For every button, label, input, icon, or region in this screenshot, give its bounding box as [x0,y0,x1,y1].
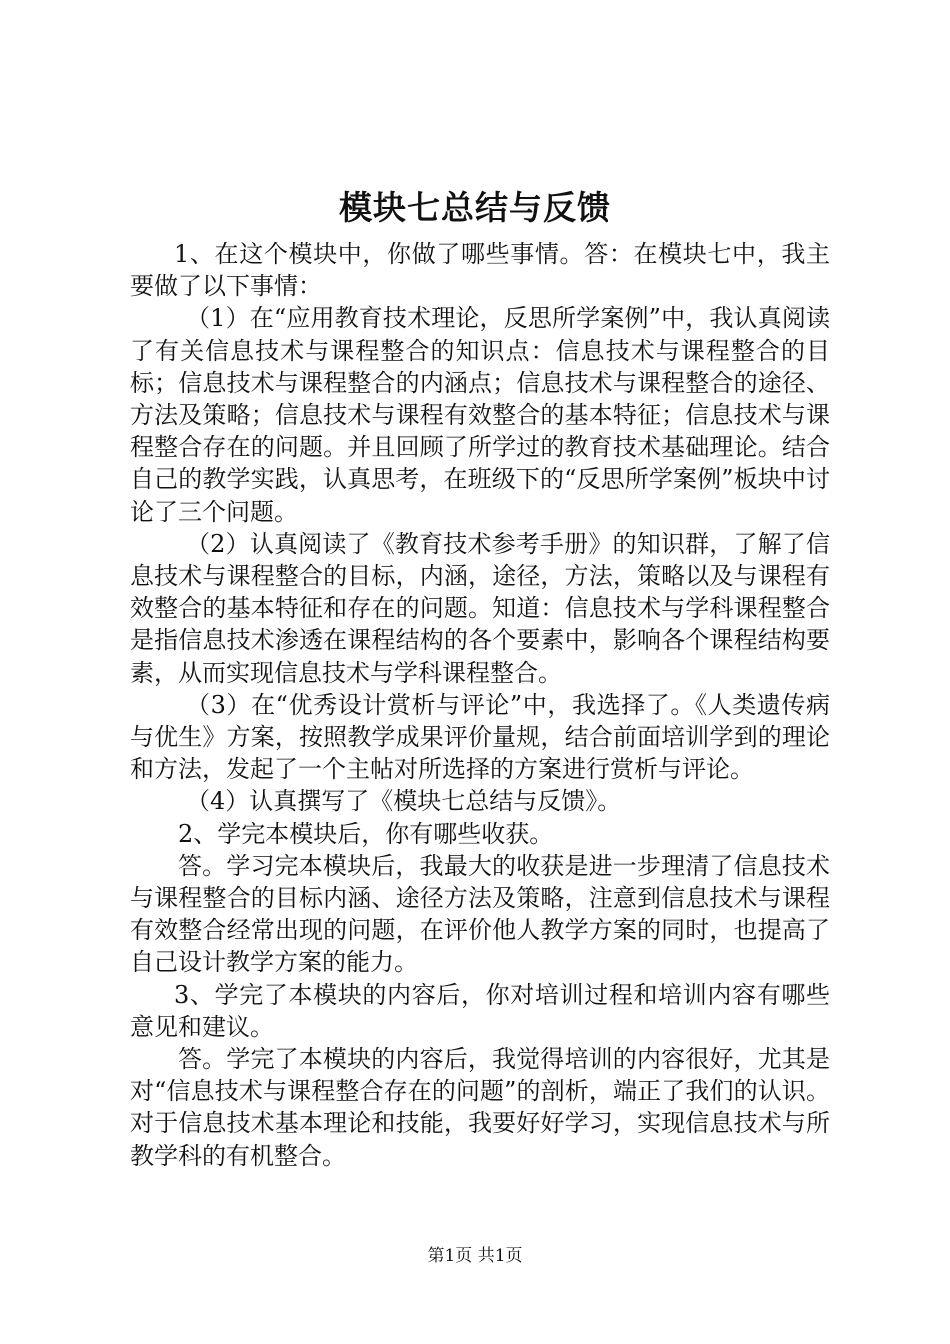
question-2-paragraph: 2、学完本模块后，你有哪些收获。 [178,819,554,848]
question-3-paragraph: 3、学完了本模块的内容后，你对培训过程和培训内容有哪些意见和建议。 [130,980,830,1041]
answer-3-paragraph: 答。学完了本模块的内容后，我觉得培训的内容很好，尤其是对“信息技术与课程整合存在的问题”的剖析，端正了我们的认识。对于信息技术基本理论和技能，我要好好学习，实现信息技术与所教学科的有机整合。 [130,1045,830,1170]
page-number-footer: 第1页 共1页 [427,1246,523,1266]
answer-2-paragraph: 答。学习完本模块后，我最大的收获是进一步理清了信息技术与课程整合的目标内涵、途径方法及策略，注意到信息技术与课程有效整合经常出现的问题，在评价他人教学方案的同时，也提高了自己设计教学方案的能力。 [130,851,830,977]
item-4-paragraph: （4）认真撰写了《模块七总结与反馈》。 [186,787,622,816]
item-2-paragraph: （2）认真阅读了《教育技术参考手册》的知识群，了解了信息技术与课程整合的目标，内涵，途径，方法，策略以及与课程有效整合的基本特征和存在的问题。知道：信息技术与学科课程整合是指信息技术渗透在课程结构的各个要素中，影响各个课程结构要素，从而实现信息技术与学科课程整合。 [130,529,830,687]
question-1-paragraph: 1、在这个模块中，你做了哪些事情。答：在模块七中，我主要做了以下事情： [130,240,830,301]
document-title: 模块七总结与反馈 [339,188,611,227]
item-3-paragraph: （3）在“优秀设计赏析与评论”中，我选择了。《人类遗传病与优生》方案，按照教学成果评价量规，结合前面培训学到的理论和方法，发起了一个主帖对所选择的方案进行赏析与评论。 [130,690,830,784]
document-body [130,238,830,1172]
item-1-paragraph: （1）在“应用教育技术理论，反思所学案例”中，我认真阅读了有关信息技术与课程整合的知识点：信息技术与课程整合的目标；信息技术与课程整合的内涵点；信息技术与课程整合的途径、方法及策略；信息技术与课程有效整合的基本特征；信息技术与课程整合存在的问题。并且回顾了所学过的教育技术基础理论。结合自己的教学实践，认真思考，在班级下的“反思所学案例”板块中讨论了三个问题。 [130,304,830,526]
